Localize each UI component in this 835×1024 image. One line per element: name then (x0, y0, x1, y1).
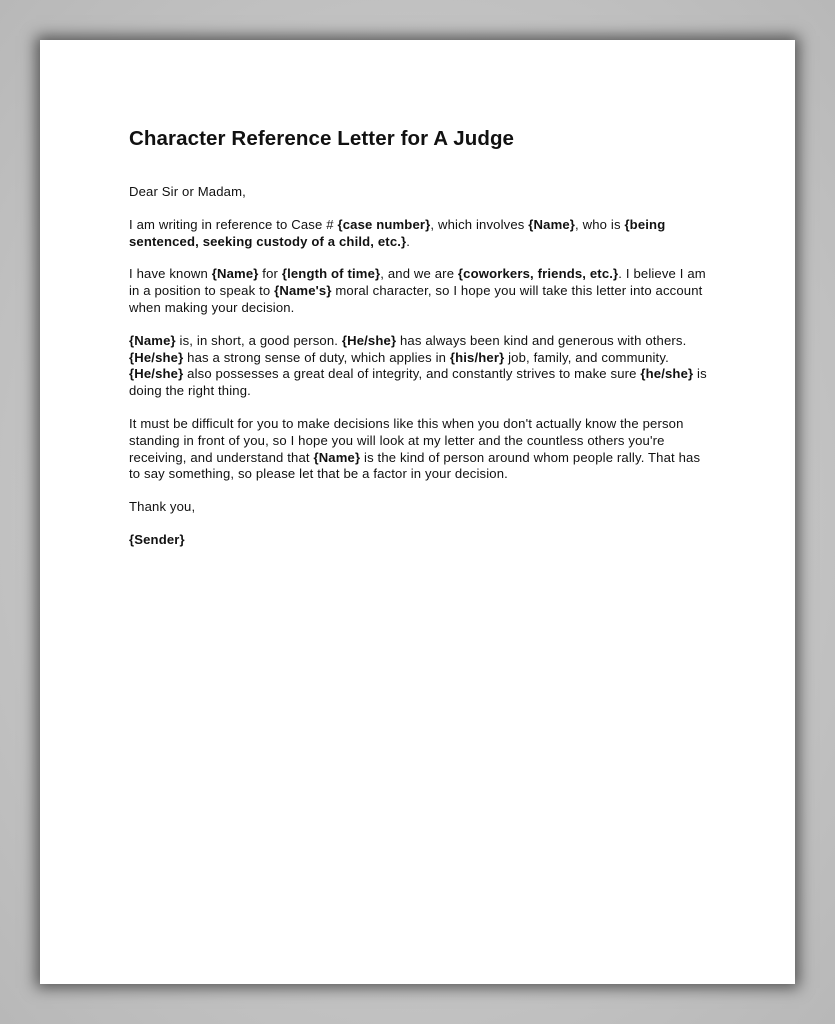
text-run: I have known (129, 266, 212, 282)
placeholder-field: {He/she} (129, 349, 184, 365)
paragraph-case-reference (129, 217, 709, 251)
text-run: has always been kind and generous with others. (396, 332, 687, 348)
placeholder-field: {length of time} (281, 266, 381, 282)
sender-name: {Sender} (129, 531, 185, 547)
text-run: , and we are (380, 266, 458, 282)
placeholder-field: {Name} (129, 332, 176, 348)
paragraph-closing-argument (129, 416, 709, 483)
placeholder-field: {he/she} (640, 366, 694, 382)
text-run: It must be difficult for you to make decisions like this when you don't actually know the person standing in front of you, so I hope you will look at my letter and the countless others you're receiving, and understand that (129, 415, 684, 465)
paragraph-character (129, 333, 709, 400)
text-run: I am writing in reference to Case # (129, 216, 338, 232)
placeholder-field: {He/she} (341, 332, 397, 348)
sender-placeholder (129, 532, 709, 549)
text-run: moral character, so I hope you will take this letter into account when making your decision. (129, 283, 703, 315)
text-run: , which involves (430, 216, 529, 232)
text-run: . (406, 233, 411, 249)
text-run: . I believe I am in a position to speak to (129, 266, 706, 299)
text-run: is, in short, a good person. (175, 332, 342, 348)
text-run: also possesses a great deal of integrity, and constantly strives to make sure (183, 366, 641, 382)
placeholder-field: {Name's} (274, 283, 332, 299)
letter-page (40, 40, 795, 984)
text-run: is doing the right thing. (129, 366, 707, 399)
placeholder-field: {case number} (337, 216, 431, 232)
placeholder-field: {Name} (528, 216, 576, 232)
text-run: job, family, and community. (504, 349, 669, 365)
text-run: , who is (575, 216, 625, 232)
salutation: Dear Sir or Madam, (129, 184, 246, 199)
placeholder-field: {Name} (313, 449, 361, 465)
placeholder-field: {coworkers, friends, etc.} (457, 266, 619, 282)
paragraph-relationship (129, 266, 709, 316)
letter-title: Character Reference Letter for A Judge (129, 127, 515, 150)
placeholder-field: {Name} (211, 266, 259, 282)
text-run: for (258, 266, 282, 282)
placeholder-field: {He/she} (129, 366, 184, 382)
placeholder-field: {being sentenced, seeking custody of a child, etc.} (129, 216, 666, 249)
text-run: is the kind of person around whom people rally. That has to say something, so please let that be a factor in your decision. (129, 449, 701, 482)
text-run: has a strong sense of duty, which applies in (183, 349, 450, 365)
letter-body (129, 127, 709, 565)
placeholder-field: {his/her} (449, 349, 505, 365)
closing-line: Thank you, (129, 499, 196, 515)
